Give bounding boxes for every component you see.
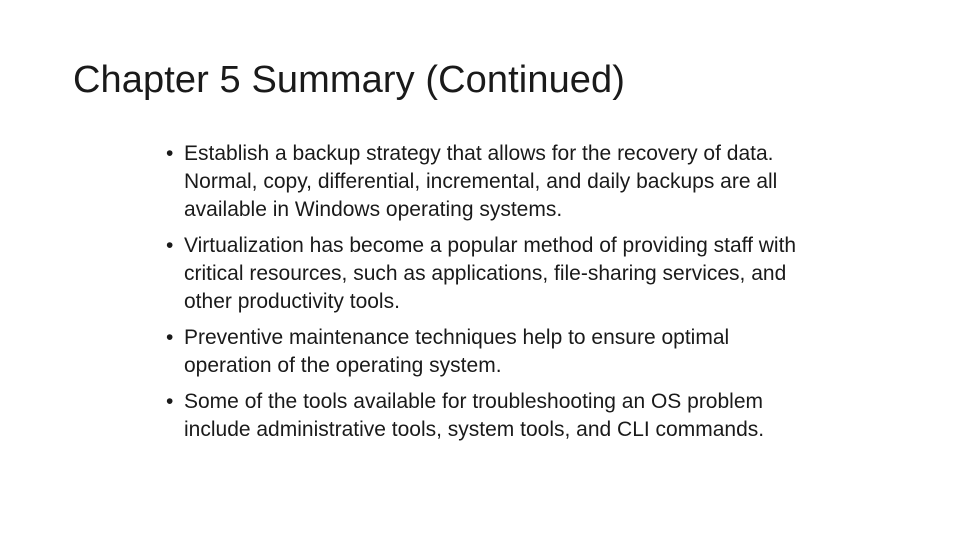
bullet-text: Some of the tools available for troubleshooting an OS problem include administrative tools, system tools, and CLI commands. <box>184 390 765 441</box>
bullet-list <box>164 140 804 452</box>
bullet-icon: • <box>166 390 174 413</box>
bullet-item-preventive-maintenance <box>164 324 804 380</box>
bullet-icon: • <box>166 326 174 349</box>
bullet-icon: • <box>166 234 174 257</box>
bullet-text: Establish a backup strategy that allows for the recovery of data. Normal, copy, differential, incremental, and daily backups are all available in Windows operating systems. <box>184 142 778 221</box>
slide-title: Chapter 5 Summary (Continued) <box>73 59 626 101</box>
bullet-text: Preventive maintenance techniques help to ensure optimal operation of the operating system. <box>184 326 730 377</box>
bullet-icon: • <box>166 142 174 165</box>
bullet-text: Virtualization has become a popular method of providing staff with critical resources, such as applications, file-sharing services, and other productivity tools. <box>184 234 797 313</box>
bullet-item-backup <box>164 140 804 224</box>
bullet-item-virtualization <box>164 232 804 316</box>
bullet-item-troubleshooting-tools <box>164 388 804 444</box>
